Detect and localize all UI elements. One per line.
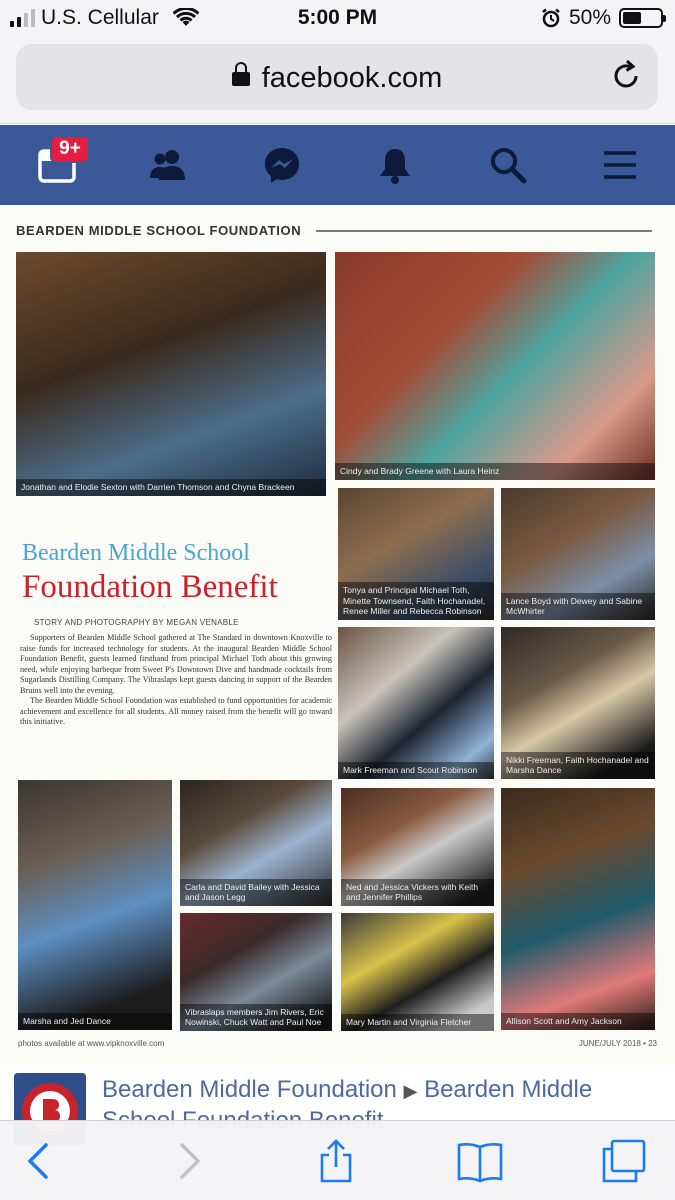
photo-caption: Vibraslaps members Jim Rivers, Eric Nowinski, Chuck Watt and Paul Noe bbox=[180, 1004, 332, 1031]
article-body bbox=[20, 633, 332, 728]
share-icon[interactable] bbox=[312, 1139, 360, 1183]
photo-caption: Ned and Jessica Vickers with Keith and Jennifer Phillips bbox=[341, 879, 494, 906]
page-name-link[interactable]: Bearden Middle Foundation bbox=[102, 1076, 397, 1103]
photo-caption: Marsha and Jed Dance bbox=[18, 1013, 172, 1030]
status-right bbox=[541, 6, 663, 30]
photo-11 bbox=[180, 913, 332, 1031]
status-bar bbox=[0, 0, 675, 36]
bookmarks-icon[interactable] bbox=[456, 1139, 504, 1183]
photo-caption: Mark Freeman and Scout Robinson bbox=[338, 762, 494, 779]
photo-4 bbox=[501, 488, 655, 620]
photo-5 bbox=[338, 627, 494, 779]
photo-2 bbox=[335, 252, 655, 480]
photo-caption: Nikki Freeman, Faith Hochanadel and Marsha Dance bbox=[501, 752, 655, 779]
browser-toolbar bbox=[0, 1120, 675, 1200]
byline: STORY AND PHOTOGRAPHY BY MEGAN VENABLE bbox=[34, 618, 239, 627]
photo-7 bbox=[18, 780, 172, 1030]
article-paragraph-1: Supporters of Bearden Middle School gathered at The Standard in downtown Knoxville to raise funds for increased technology for students. At the inaugural Bearden Middle School Foundation Benefit, guests learned firsthand from principal Michael Toth about this growing need, while enjoying barbeque from Sweet P's Downtown Dive and handmade cocktails from Sugarlands Distilling Company. The Vibraslaps kept guests dancing in support of the Bearden Bruins well into the evening. bbox=[20, 633, 332, 695]
article-title-line2: Foundation Benefit bbox=[22, 569, 278, 605]
lock-icon bbox=[232, 72, 250, 86]
alarm-icon bbox=[541, 8, 561, 28]
url-text: facebook.com bbox=[261, 62, 443, 94]
photo-caption: Allison Scott and Amy Jackson bbox=[501, 1013, 655, 1030]
shared-image[interactable] bbox=[0, 205, 675, 1065]
photo-3 bbox=[338, 488, 494, 620]
forward-icon[interactable] bbox=[164, 1139, 212, 1183]
magazine-section-header: BEARDEN MIDDLE SCHOOL FOUNDATION bbox=[16, 223, 302, 238]
photo-1 bbox=[16, 252, 326, 496]
post-header[interactable] bbox=[0, 1065, 675, 1120]
article-paragraph-2: The Bearden Middle School Foundation was established to fund opportunities for academic achievement and excellence for all students. All money raised from the benefit will go toward this initiative. bbox=[20, 696, 332, 726]
url-display[interactable] bbox=[16, 62, 658, 95]
battery-percent: 50% bbox=[568, 6, 611, 29]
tabs-icon[interactable] bbox=[600, 1139, 648, 1183]
photo-caption: Lance Boyd with Dewey and Sabine McWhirter bbox=[501, 593, 655, 620]
photo-caption: Mary Martin and Virginia Fletcher bbox=[341, 1014, 494, 1031]
notifications-badge: 9+ bbox=[50, 135, 90, 163]
photo-6 bbox=[501, 627, 655, 779]
photo-9 bbox=[341, 788, 494, 906]
page-number: JUNE/JULY 2018 • 23 bbox=[578, 1039, 657, 1048]
article-title-line1: Bearden Middle School bbox=[22, 540, 250, 566]
address-bar[interactable] bbox=[16, 44, 658, 110]
photo-10 bbox=[501, 788, 655, 1030]
messenger-icon[interactable] bbox=[262, 145, 302, 185]
bell-icon[interactable] bbox=[375, 145, 415, 185]
photo-caption: Cindy and Brady Greene with Laura Heinz bbox=[335, 463, 655, 480]
photo-caption: Jonathan and Elodie Sexton with Darrien Thomson and Chyna Brackeen bbox=[16, 479, 326, 496]
menu-icon[interactable] bbox=[600, 145, 640, 185]
back-icon[interactable] bbox=[16, 1139, 64, 1183]
friends-icon[interactable] bbox=[148, 145, 188, 185]
reload-icon[interactable] bbox=[608, 58, 644, 94]
photo-caption: Carla and David Bailey with Jessica and Jason Legg bbox=[180, 879, 332, 906]
header-divider bbox=[316, 230, 652, 232]
carrier-name: U.S. Cellular bbox=[41, 6, 159, 29]
photo-12 bbox=[341, 913, 494, 1031]
photo-caption: Tonya and Principal Michael Toth, Minette Townsend, Faith Hochanadel, Renee Miller and Rebecca Robinson bbox=[338, 582, 494, 620]
facebook-nav-bar bbox=[0, 125, 675, 205]
arrow-icon: ▶ bbox=[403, 1081, 418, 1101]
photos-credit: photos available at www.vipknoxville.com bbox=[18, 1039, 165, 1048]
target-link[interactable]: Bearden Middle bbox=[424, 1076, 593, 1103]
search-icon[interactable] bbox=[488, 145, 528, 185]
photo-8 bbox=[180, 780, 332, 906]
clock: 5:00 PM bbox=[297, 6, 378, 29]
browser-address-area bbox=[0, 36, 675, 124]
battery-icon bbox=[619, 8, 663, 28]
